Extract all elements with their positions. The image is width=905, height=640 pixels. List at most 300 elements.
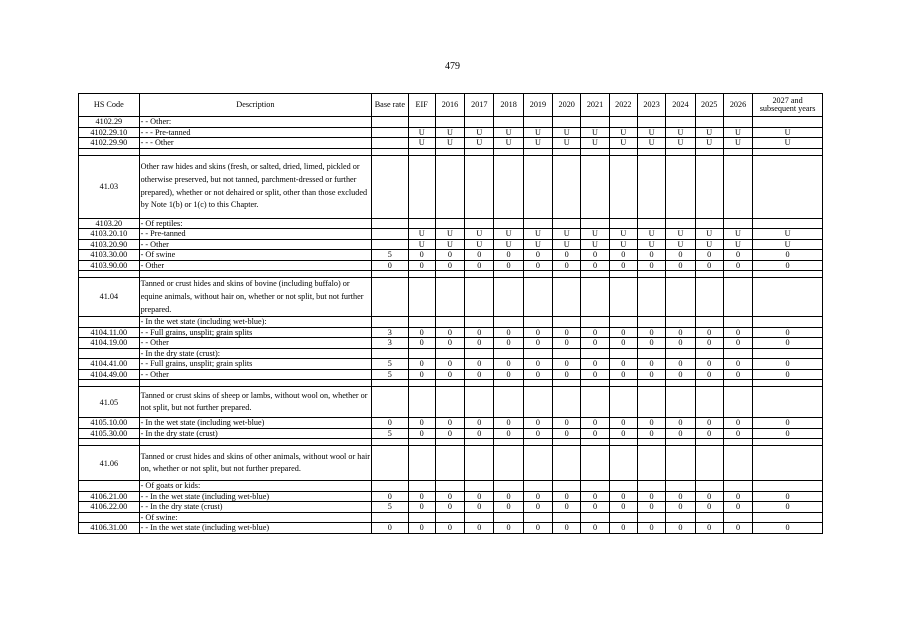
- rate-cell: U: [553, 127, 581, 138]
- description-cell: - In the dry state (crust):: [139, 348, 372, 359]
- description-cell: Tanned or crust skins of sheep or lambs, without wool on, whether or not split, but not further prepared.: [139, 387, 372, 418]
- hs-code-cell: 4104.41.00: [79, 359, 140, 370]
- rate-cell: 0: [695, 338, 723, 349]
- rate-cell: U: [494, 239, 523, 250]
- rate-cell: [435, 278, 464, 317]
- table-row: [79, 418, 823, 429]
- rate-cell: [637, 446, 665, 481]
- rate-cell: 0: [553, 260, 581, 271]
- rate-cell: 0: [553, 250, 581, 261]
- rate-cell: [435, 512, 464, 523]
- table-row: [79, 327, 823, 338]
- description-cell: - - - Other: [139, 138, 372, 149]
- spacer-cell: [609, 271, 637, 278]
- rate-cell: 0: [609, 491, 637, 502]
- rate-cell: 0: [581, 369, 609, 380]
- base-rate-cell: [372, 218, 408, 229]
- rate-cell: [523, 117, 552, 128]
- rate-cell: [723, 512, 752, 523]
- column-header: 2022: [609, 94, 637, 117]
- base-rate-cell: [372, 348, 408, 359]
- rate-cell: 0: [637, 327, 665, 338]
- rate-cell: [723, 348, 752, 359]
- rate-cell: 0: [695, 327, 723, 338]
- description-cell: - In the wet state (including wet-blue):: [139, 317, 372, 328]
- rate-cell: 0: [465, 338, 494, 349]
- spacer-cell: [637, 380, 665, 387]
- table-row: [79, 523, 823, 534]
- rate-cell: [553, 278, 581, 317]
- rate-cell: 0: [465, 359, 494, 370]
- rate-cell: [523, 446, 552, 481]
- base-rate-cell: [372, 155, 408, 218]
- base-rate-cell: 5: [372, 250, 408, 261]
- description-cell: Tanned or crust hides and skins of other animals, without wool or hair on, whether or not split, but not further prepared.: [139, 446, 372, 481]
- rate-cell: 0: [523, 369, 552, 380]
- spacer-cell: [553, 439, 581, 446]
- base-rate-cell: 5: [372, 428, 408, 439]
- rate-cell: [494, 387, 523, 418]
- spacer-cell: [139, 271, 372, 278]
- rate-cell: U: [666, 127, 695, 138]
- rate-cell: 0: [609, 523, 637, 534]
- rate-cell: U: [435, 239, 464, 250]
- rate-cell: 0: [666, 428, 695, 439]
- spacer-cell: [553, 148, 581, 155]
- spacer-cell: [372, 439, 408, 446]
- rate-cell: 0: [609, 502, 637, 513]
- rate-cell: U: [435, 229, 464, 240]
- rate-cell: [581, 348, 609, 359]
- rate-cell: [465, 387, 494, 418]
- rate-cell: 0: [465, 327, 494, 338]
- rate-cell: 0: [723, 250, 752, 261]
- spacer-cell: [753, 148, 823, 155]
- rate-cell: 0: [408, 250, 435, 261]
- spacer-cell: [723, 271, 752, 278]
- spacer-cell: [609, 148, 637, 155]
- spacer-row: [79, 439, 823, 446]
- base-rate-cell: [372, 317, 408, 328]
- spacer-cell: [637, 148, 665, 155]
- table-row: [79, 260, 823, 271]
- column-header: 2020: [553, 94, 581, 117]
- rate-cell: [666, 278, 695, 317]
- rate-cell: 0: [435, 327, 464, 338]
- spacer-cell: [753, 380, 823, 387]
- base-rate-cell: [372, 512, 408, 523]
- rate-cell: [666, 446, 695, 481]
- spacer-cell: [372, 148, 408, 155]
- description-cell: - - Pre-tanned: [139, 229, 372, 240]
- rate-cell: 0: [695, 502, 723, 513]
- rate-cell: 0: [753, 338, 823, 349]
- rate-cell: [637, 117, 665, 128]
- rate-cell: 0: [637, 250, 665, 261]
- column-header: 2025: [695, 94, 723, 117]
- rate-cell: 0: [695, 250, 723, 261]
- rate-cell: 0: [666, 491, 695, 502]
- rate-cell: 0: [609, 369, 637, 380]
- rate-cell: 0: [435, 418, 464, 429]
- rate-cell: U: [666, 239, 695, 250]
- spacer-cell: [581, 439, 609, 446]
- spacer-cell: [581, 148, 609, 155]
- rate-cell: 0: [523, 260, 552, 271]
- rate-cell: [609, 387, 637, 418]
- rate-cell: [465, 117, 494, 128]
- heading-row: [79, 155, 823, 218]
- description-cell: - Of swine: [139, 250, 372, 261]
- rate-cell: 0: [408, 523, 435, 534]
- rate-cell: 0: [523, 418, 552, 429]
- rate-cell: 0: [408, 491, 435, 502]
- rate-cell: U: [465, 239, 494, 250]
- hs-code-cell: 4105.10.00: [79, 418, 140, 429]
- rate-cell: 0: [465, 502, 494, 513]
- rate-cell: [723, 446, 752, 481]
- rate-cell: [723, 155, 752, 218]
- rate-cell: [523, 218, 552, 229]
- rate-cell: [435, 446, 464, 481]
- spacer-cell: [609, 439, 637, 446]
- rate-cell: 0: [609, 260, 637, 271]
- rate-cell: [408, 218, 435, 229]
- rate-cell: [408, 387, 435, 418]
- rate-cell: 0: [553, 327, 581, 338]
- spacer-cell: [723, 148, 752, 155]
- description-cell: - In the wet state (including wet-blue): [139, 418, 372, 429]
- base-rate-cell: 5: [372, 502, 408, 513]
- rate-cell: [408, 117, 435, 128]
- rate-cell: 0: [753, 523, 823, 534]
- rate-cell: [609, 348, 637, 359]
- rate-cell: [435, 117, 464, 128]
- hs-code-cell: [79, 512, 140, 523]
- description-cell: Other raw hides and skins (fresh, or salted, dried, limed, pickled or otherwise preserved, but not tanned, parchment-dressed or further prepared), whether or not dehaired or split, other than those excluded by Note 1(b) or 1(c) to this Chapter.: [139, 155, 372, 218]
- hs-code-cell: 4102.29: [79, 117, 140, 128]
- rate-cell: [666, 117, 695, 128]
- rate-cell: [723, 317, 752, 328]
- rate-cell: 0: [753, 250, 823, 261]
- rate-cell: [553, 512, 581, 523]
- rate-cell: 0: [753, 418, 823, 429]
- spacer-cell: [435, 439, 464, 446]
- description-cell: - - Other:: [139, 117, 372, 128]
- column-header: Description: [139, 94, 372, 117]
- rate-cell: 0: [753, 428, 823, 439]
- description-cell: - In the dry state (crust): [139, 428, 372, 439]
- rate-cell: U: [553, 138, 581, 149]
- rate-cell: 0: [723, 359, 752, 370]
- rate-cell: U: [494, 138, 523, 149]
- spacer-cell: [553, 271, 581, 278]
- rate-cell: [553, 218, 581, 229]
- table-row: [79, 127, 823, 138]
- rate-cell: 0: [435, 359, 464, 370]
- rate-cell: 0: [609, 327, 637, 338]
- column-header: 2017: [465, 94, 494, 117]
- rate-cell: [753, 278, 823, 317]
- rate-cell: 0: [408, 327, 435, 338]
- rate-cell: [523, 512, 552, 523]
- rate-cell: [637, 512, 665, 523]
- rate-cell: 0: [581, 502, 609, 513]
- rate-cell: [523, 317, 552, 328]
- rate-cell: U: [723, 229, 752, 240]
- rate-cell: 0: [553, 418, 581, 429]
- rate-cell: 0: [553, 523, 581, 534]
- rate-cell: U: [666, 229, 695, 240]
- rate-cell: [523, 481, 552, 492]
- rate-cell: [753, 155, 823, 218]
- rate-cell: 0: [753, 260, 823, 271]
- rate-cell: 0: [465, 260, 494, 271]
- rate-cell: U: [695, 138, 723, 149]
- rate-cell: U: [637, 229, 665, 240]
- rate-cell: U: [637, 239, 665, 250]
- base-rate-cell: [372, 138, 408, 149]
- spacer-row: [79, 148, 823, 155]
- rate-cell: 0: [637, 418, 665, 429]
- rate-cell: 0: [435, 523, 464, 534]
- rate-cell: U: [408, 229, 435, 240]
- rate-cell: U: [609, 229, 637, 240]
- heading-row: [79, 387, 823, 418]
- rate-cell: [609, 446, 637, 481]
- rate-cell: 0: [753, 369, 823, 380]
- rate-cell: 0: [723, 418, 752, 429]
- rate-cell: 0: [408, 338, 435, 349]
- rate-cell: [465, 317, 494, 328]
- rate-cell: 0: [637, 260, 665, 271]
- rate-cell: [753, 218, 823, 229]
- rate-cell: 0: [695, 418, 723, 429]
- table-row: [79, 117, 823, 128]
- table-row: [79, 502, 823, 513]
- rate-cell: 0: [435, 502, 464, 513]
- rate-cell: 0: [523, 338, 552, 349]
- rate-cell: [609, 481, 637, 492]
- rate-cell: [753, 317, 823, 328]
- rate-cell: 0: [609, 418, 637, 429]
- rate-cell: 0: [408, 369, 435, 380]
- tariff-body: [79, 117, 823, 534]
- table-row: [79, 218, 823, 229]
- rate-cell: 0: [494, 260, 523, 271]
- rate-cell: [609, 278, 637, 317]
- spacer-cell: [637, 271, 665, 278]
- rate-cell: [753, 117, 823, 128]
- rate-cell: [581, 278, 609, 317]
- rate-cell: 0: [753, 359, 823, 370]
- spacer-cell: [666, 439, 695, 446]
- column-header: 2024: [666, 94, 695, 117]
- hs-code-cell: [79, 348, 140, 359]
- rate-cell: 0: [666, 418, 695, 429]
- rate-cell: 0: [666, 327, 695, 338]
- hs-code-cell: [79, 317, 140, 328]
- rate-cell: 0: [637, 369, 665, 380]
- rate-cell: 0: [494, 338, 523, 349]
- rate-cell: 0: [553, 491, 581, 502]
- rate-cell: U: [523, 127, 552, 138]
- table-row: [79, 369, 823, 380]
- rate-cell: [523, 278, 552, 317]
- rate-cell: U: [637, 127, 665, 138]
- base-rate-cell: 5: [372, 369, 408, 380]
- rate-cell: [494, 348, 523, 359]
- spacer-cell: [695, 148, 723, 155]
- spacer-cell: [695, 380, 723, 387]
- hs-code-cell: 41.03: [79, 155, 140, 218]
- table-row: [79, 359, 823, 370]
- rate-cell: [408, 317, 435, 328]
- hs-code-cell: 41.04: [79, 278, 140, 317]
- rate-cell: [637, 348, 665, 359]
- rate-cell: [553, 155, 581, 218]
- rate-cell: [695, 446, 723, 481]
- spacer-cell: [753, 439, 823, 446]
- rate-cell: 0: [753, 491, 823, 502]
- hs-code-cell: 41.05: [79, 387, 140, 418]
- rate-cell: U: [523, 239, 552, 250]
- rate-cell: 0: [695, 369, 723, 380]
- table-row: [79, 239, 823, 250]
- column-header: 2026: [723, 94, 752, 117]
- base-rate-cell: [372, 481, 408, 492]
- base-rate-cell: [372, 278, 408, 317]
- rate-cell: 0: [666, 338, 695, 349]
- spacer-cell: [494, 439, 523, 446]
- spacer-cell: [666, 271, 695, 278]
- table-row: [79, 491, 823, 502]
- rate-cell: [666, 348, 695, 359]
- spacer-cell: [435, 148, 464, 155]
- rate-cell: [753, 512, 823, 523]
- rate-cell: [494, 278, 523, 317]
- description-cell: - - Other: [139, 239, 372, 250]
- spacer-cell: [581, 271, 609, 278]
- spacer-row: [79, 380, 823, 387]
- spacer-cell: [435, 271, 464, 278]
- rate-cell: 0: [435, 491, 464, 502]
- rate-cell: 0: [494, 359, 523, 370]
- rate-cell: [695, 155, 723, 218]
- rate-cell: 0: [435, 338, 464, 349]
- hs-code-cell: 4104.11.00: [79, 327, 140, 338]
- page-number: 479: [445, 61, 460, 72]
- spacer-cell: [408, 271, 435, 278]
- spacer-cell: [372, 380, 408, 387]
- spacer-cell: [79, 271, 140, 278]
- rate-cell: [695, 348, 723, 359]
- rate-cell: 0: [408, 260, 435, 271]
- rate-cell: 0: [581, 250, 609, 261]
- rate-cell: 0: [553, 369, 581, 380]
- rate-cell: 0: [609, 338, 637, 349]
- spacer-cell: [408, 439, 435, 446]
- spacer-cell: [139, 380, 372, 387]
- hs-code-cell: 4106.21.00: [79, 491, 140, 502]
- spacer-cell: [79, 439, 140, 446]
- spacer-cell: [666, 380, 695, 387]
- hs-code-cell: 4106.22.00: [79, 502, 140, 513]
- rate-cell: 0: [753, 502, 823, 513]
- rate-cell: U: [494, 127, 523, 138]
- spacer-cell: [465, 439, 494, 446]
- base-rate-cell: [372, 127, 408, 138]
- rate-cell: [723, 218, 752, 229]
- hs-code-cell: 4103.20.90: [79, 239, 140, 250]
- rate-cell: [753, 446, 823, 481]
- rate-cell: 0: [465, 250, 494, 261]
- hs-code-cell: 4103.30.00: [79, 250, 140, 261]
- rate-cell: 0: [435, 428, 464, 439]
- rate-cell: [609, 117, 637, 128]
- table-row: [79, 512, 823, 523]
- rate-cell: [494, 317, 523, 328]
- column-header: 2021: [581, 94, 609, 117]
- rate-cell: 0: [581, 359, 609, 370]
- rate-cell: [637, 278, 665, 317]
- rate-cell: [666, 387, 695, 418]
- description-cell: - - - Pre-tanned: [139, 127, 372, 138]
- rate-cell: U: [753, 138, 823, 149]
- rate-cell: U: [609, 127, 637, 138]
- rate-cell: U: [553, 229, 581, 240]
- rate-cell: 0: [695, 523, 723, 534]
- rate-cell: [435, 387, 464, 418]
- rate-cell: U: [666, 138, 695, 149]
- column-header: HS Code: [79, 94, 140, 117]
- hs-code-cell: 4104.19.00: [79, 338, 140, 349]
- spacer-cell: [523, 380, 552, 387]
- spacer-cell: [523, 271, 552, 278]
- description-cell: - - Full grains, unsplit; grain splits: [139, 327, 372, 338]
- base-rate-cell: 0: [372, 491, 408, 502]
- rate-cell: [666, 481, 695, 492]
- base-rate-cell: [372, 446, 408, 481]
- spacer-cell: [523, 439, 552, 446]
- rate-cell: U: [408, 127, 435, 138]
- rate-cell: [581, 512, 609, 523]
- hs-code-cell: 4102.29.10: [79, 127, 140, 138]
- rate-cell: [695, 317, 723, 328]
- rate-cell: 0: [695, 359, 723, 370]
- spacer-cell: [408, 148, 435, 155]
- spacer-cell: [435, 380, 464, 387]
- description-cell: - - Full grains, unsplit; grain splits: [139, 359, 372, 370]
- rate-cell: U: [465, 138, 494, 149]
- description-cell: - Of goats or kids:: [139, 481, 372, 492]
- rate-cell: 0: [494, 491, 523, 502]
- rate-cell: 0: [723, 260, 752, 271]
- rate-cell: [435, 481, 464, 492]
- heading-row: [79, 278, 823, 317]
- rate-cell: [465, 278, 494, 317]
- rate-cell: 0: [523, 523, 552, 534]
- rate-cell: 0: [523, 428, 552, 439]
- rate-cell: 0: [581, 428, 609, 439]
- hs-code-cell: 4106.31.00: [79, 523, 140, 534]
- rate-cell: [581, 155, 609, 218]
- rate-cell: 0: [637, 523, 665, 534]
- hs-code-cell: 4102.29.90: [79, 138, 140, 149]
- rate-cell: 0: [435, 250, 464, 261]
- base-rate-cell: [372, 117, 408, 128]
- spacer-row: [79, 271, 823, 278]
